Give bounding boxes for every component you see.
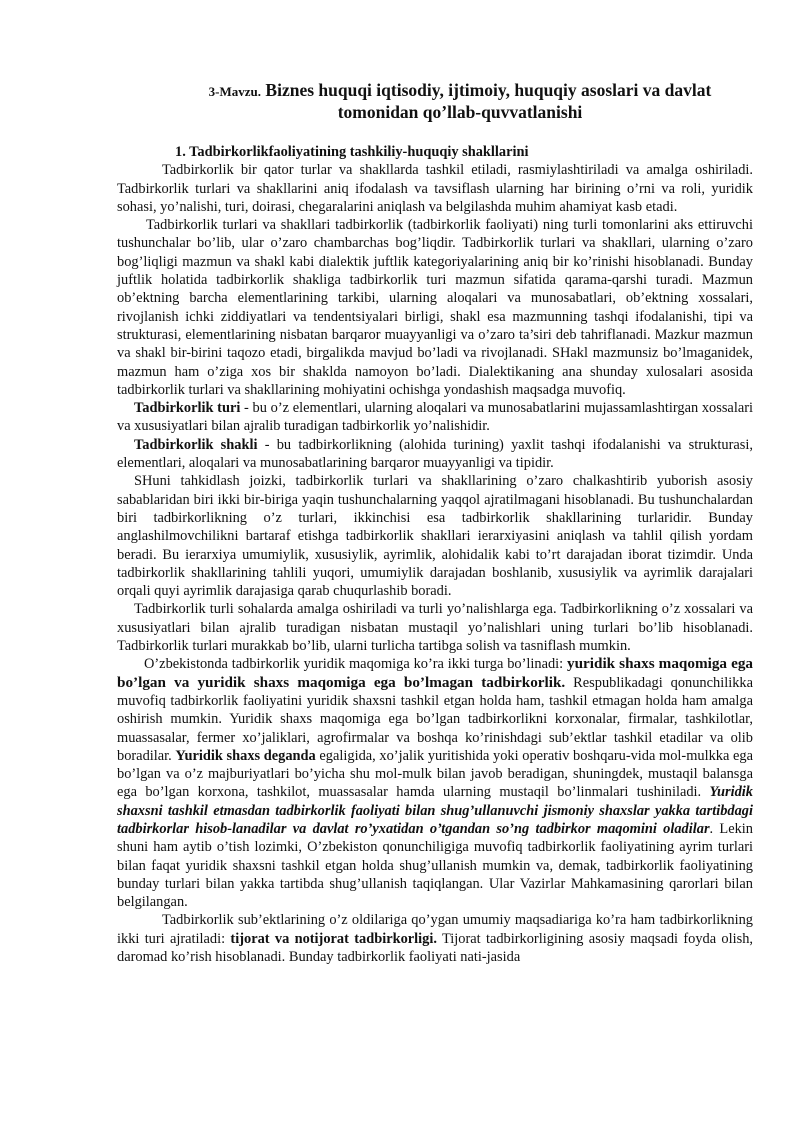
paragraph-3-text: - bu o’z elementlari, ularning aloqalari va munosabatlarini mujassamlashtirgan xossalari va xususiyatlari bilan ajralib turadigan tadbirkorlik yo’nalishidir. [117, 400, 753, 435]
paragraph-5: SHuni tahkidlash joizki, tadbirkorlik turlari va shakllarining o’zaro chalkashtirib yuborish asosiy sabablaridan biri ikki bir-biriga yaqin tushunchalarning yaqqol ajratilmagani hisoblanadi. Bu tushunchalardan biri tadbirkorlikning o’z turlari, ikkinchisi esa tadbirkorlik shakllarining turlaridir. Bunday anglashilmovchilikni bartaraf etishga tadbirkorlik shakllari ierarxiyasini aniqlash va tahlil qilish yordam beradi. Bu ierarxiya umumiylik, xususiylik, ayrimlik, alohidalik kabi to’rt darajadan iborat tizimdir. Unda tadbirkorlik shakllarining tahlili yuqori, umumiylik darajadan boshlanib, xususiylik va ayrimlik darajalari orqali quyi ayrimlik darajasiga qarab chuqurlashib boradi. [117, 473, 753, 600]
paragraph-8-text: Tijorat tadbirkorligining asosiy maqsadi foyda olish, daromad ko’rish hisoblanadi. Bunday tadbirkorlik faoliyati nati-jasida [117, 930, 753, 966]
title-line-1: Biznes huquqi iqtisodiy, ijtimoiy, huquqiy asoslari va davlat [265, 80, 712, 100]
term-tadbirkorlik-shakli: Tadbirkorlik shakli [134, 436, 258, 453]
paragraph-7-intro: O’zbekistonda tadbirkorlik yuridik maqomiga ko’ra ikki turga bo’linadi: [144, 656, 568, 673]
paragraph-7-text-b: egaligida, xo’jalik yuritishida yoki operativ boshqaru-vida mol-mulkka ega bo’lgan va o’z majburiyatlari bo’yicha shu mol-mulk bilan javob beradigan, shuningdek, mustaqil balansga ega bo’lgan korxona, tashkilot, muassasalar hamda ularning mustaqil bo’linmalari tushiniladi. [117, 747, 754, 801]
paragraph-8-intro: Tadbirkorlik sub’ektlarining o’z oldilariga qo’ygan umumiy maqsadiariga ko’ra ham tadbirkorlikning ikki turi ajratiladi: [117, 912, 753, 947]
paragraph-6: Tadbirkorlik turli sohalarda amalga oshiriladi va turli yo’nalishlarga ega. Tadbirkorlikning o’z xossalari va xususiyatlari bilan ajralib turadigan nisbatan mustaqil yo’nalishlari uning turlari bo’lib hisoblanadi. Tadbirkorlik turlari murakkab bo’lib, ularni turlicha tartibga solish va tasniflash mumkin. [117, 601, 753, 655]
section-heading: 1. Tadbirkorlikfaoliyatining tashkiliy-huquqiy shakllarini [175, 144, 529, 160]
paragraph-7 [117, 655, 753, 911]
paragraph-2: Tadbirkorlik turlari va shakllari tadbirkorlik (tadbirkorlik faoliyati) ning turli tomonlarini aks ettiruvchi tushunchalar bo’lib, ular o’zaro chambarchas bog’liqdir. Tadbirkorlik turlari va shakllari, ularning o’zaro bog’liqligi mazmun va shakl kabi dialektik juftlik kategoriyalarining aniq bir ko’rinishi hisoblanadi. Bunday juftlik holatida tadbirkorlik shakliga tadbirkorlik turi mazmun sifatida qarama-qarshi turadi. Mazmun ob’ektning barcha elementlarining tarkibi, ularning aloqalari va munosabatlari, ob’ektning xossalari, rivojlanish ichki ziddiyatlari va tendentsiyalari birligi, shakl esa mazmunning tashqi ifodalanishi, tipi va strukturasi, elementlarining nisbatan barqaror muayyanligi va o’zaro ta’siri deb tahriflanadi. Mazkur mazmun va shakl bir-birini taqozo etadi, birgalikda mavjud bo’ladi va rivojlanadi. SHakl mazmunsiz bo’lmaganidek, mazmun ham o’ziga xos bir shaklda namoyon bo’ladi. Dialektikaning ana shunday xulosalari asosida tadbirkorlik turlari va shakllarining mohiyatini ochishga yondashish maqsadga muvofiq. [117, 217, 753, 398]
paragraph-4 [117, 436, 753, 473]
paragraph-8-bold-types: tijorat va notijorat tadbirkorligi. [230, 930, 437, 947]
document-title [120, 80, 800, 123]
paragraph-1: Tadbirkorlik bir qator turlar va shakllarda tashkil etiladi, rasmiylashtiriladi va amalga oshiriladi. Tadbirkorlik turlari va shakllarini aniq ifodalash va tavsiflash ularning har birining o’rni va roli, yuridik sohasi, yo’nalishi, turi, doirasi, chegaralarini aniqlash va belgilashda muhim ahamiyat kasb etadi. [117, 162, 753, 215]
title-prefix: 3-Mavzu. [208, 84, 262, 99]
paragraph-7-bold-definition: Yuridik shaxs deganda [175, 747, 316, 764]
term-tadbirkorlik-turi: Tadbirkorlik turi [134, 400, 241, 417]
title-line-2: tomonidan qo’llab-quvvatlanishi [337, 102, 583, 122]
document-body [117, 143, 753, 966]
paragraph-8 [117, 911, 753, 966]
paragraph-3 [117, 399, 753, 436]
paragraph-7-text-c: . Lekin shuni ham aytib o’tish lozimki, O’zbekiston qonunchiligiga muvofiq tadbirkorlik faoliyatining ayrim turlari bilan faqat yuridik shaxsni tashkil etgan holda shug’ullanish mumkin va, demak, tadbirkorlik faoliyatining bunday turlari bilan yakka tartibda shug’ullanish taqiqlangan. Ular Vazirlar Mahkamasining qarorlari bilan belgilangan. [117, 820, 753, 911]
paragraph-7-bold-italic: Yuridik shaxsni tashkil etmasdan tadbirkorlik faoliyati bilan shug’ullanuvchi jismoniy shaxslar yakka tartibdagi tadbirkorlar hisob-lanadilar va davlat ro’yxatidan o’tgandan so’ng tadbirkor maqomini oladilar [117, 784, 753, 837]
paragraph-7-bold-types: yuridik shaxs maqomiga ega bo’lgan va yuridik shaxs maqomiga ega bo’lmagan tadbirkorlik. [117, 655, 754, 691]
paragraph-4-text: - bu tadbirkorlikning (alohida turining) yaxlit tashqi ifodalanishi va strukturasi, elementlari, aloqalari va munosabatlarining barqaror muayyanligi va tipidir. [117, 436, 753, 472]
paragraph-7-text-a: Respublikadagi qonunchilikka muvofiq tadbirkorlik faoliyatini yuridik shaxsni tashkil etgan holda ham, tashkil etmagan holda ham amalga oshirish mumkin. Yuridik shaxs maqomiga ega bo’lgan tadbirkorlikni korxonalar, firmalar, tashkilotlar, muassasalar, fermer xo’jaliklari, agrofirmalar va boshqa ko’rinishdagi sub’ektlar tashkil etadilar va olib boradilar. [117, 674, 753, 764]
